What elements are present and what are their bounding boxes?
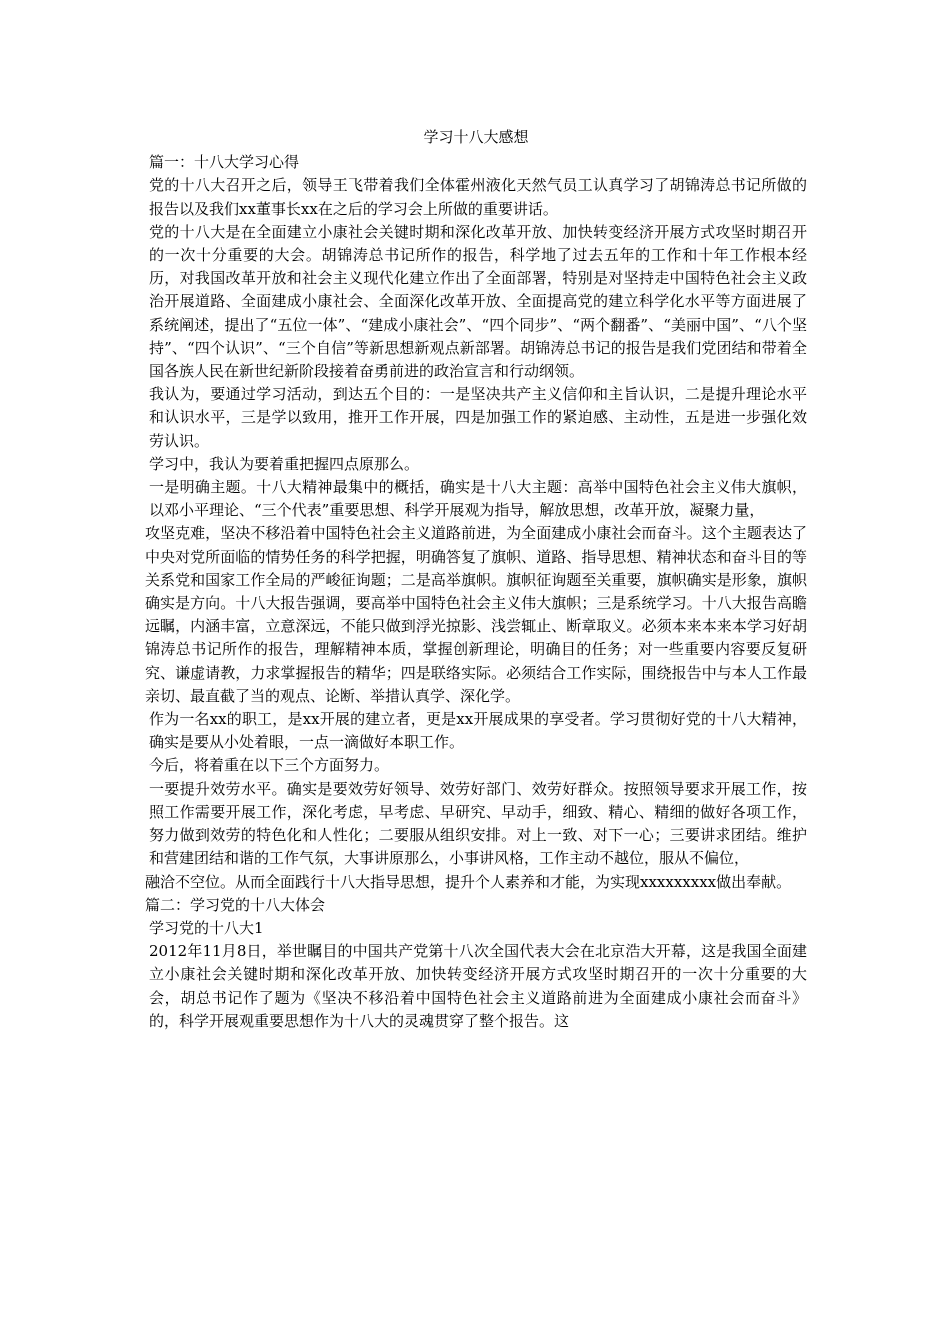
paragraph: 我认为，要通过学习活动，到达五个目的：一是坚决共产主义信仰和主旨认识，二是提升理论水平和认识水平，三是学以致用，推开工作开展，四是加强工作的紧迫感、主动性，五是进一步强化效劳认识。 (149, 385, 807, 450)
paragraph: 学习中，我认为要着重把握四点原那么。 (149, 454, 420, 473)
paragraph: 今后，将着重在以下三个方面努力。 (149, 756, 390, 775)
document-title: 学习十八大感想 (423, 128, 529, 146)
paragraph: 2012年11月8日，举世瞩目的中国共产党第十八次全国代表大会在北京浩大开幕，这是我国全面建立小康社会关键时期和深化改革开放、加快转变经济开展方式攻坚时期召开的一次十分重要的大会，胡总书记作了题为《坚决不移沿着中国特色社会主义道路前进为全面建成小康社会而奋斗》的，科学开展观重要思想作为十八大的灵魂贯穿了整个报告。这 (149, 942, 807, 1030)
paragraph: 一是明确主题。十八大精神最集中的概括，确实是十八大主题：高举中国特色社会主义伟大旗帜，以邓小平理论、“三个代表”重要思想、科学开展观为指导，解放思想，改革开放，凝聚力量， (149, 478, 807, 520)
document-page (145, 126, 807, 1033)
paragraph: 作为一名xx的职工，是xx开展的建立者，更是xx开展成果的享受者。学习贯彻好党的十八大精神，确实是要从小处着眼，一点一滴做好本职工作。 (149, 710, 807, 752)
paragraph: 党的十八大是在全面建立小康社会关键时期和深化改革开放、加快转变经济开展方式攻坚时期召开的一次十分重要的大会。胡锦涛总书记所作的报告，科学地了过去五年的工作和十年工作根本经历，对我国改革开放和社会主义现代化建立作出了全面部署，特别是对坚持走中国特色社会主义政治开展道路、全面建成小康社会、全面深化改革开放、全面提高党的建立科学化水平等方面进展了系统阐述，提出了“五位一体”、“建成小康社会”、“四个同步”、“两个翻番”、“美丽中国”、“八个坚持”、“四个认识”、“三个自信”等新思想新观点新部署。胡锦涛总书记的报告是我们党团结和带着全国各族人民在新世纪新阶段接着奋勇前进的政治宣言和行动纲领。 (149, 222, 807, 381)
section-heading-1: 篇一：十八大学习心得 (149, 153, 300, 172)
paragraph: 攻坚克难，坚决不移沿着中国特色社会主义道路前进，为全面建成小康社会而奋斗。这个主题表达了中央对党所面临的情势任务的科学把握，明确答复了旗帜、道路、指导思想、精神状态和奋斗目的等关系党和国家工作全局的严峻征询题；二是高举旗帜。旗帜征询题至关重要，旗帜确实是形象，旗帜确实是方向。十八大报告强调，要高举中国特色社会主义伟大旗帜；三是系统学习。十八大报告高瞻远瞩，内涵丰富，立意深远，不能只做到浮光掠影、浅尝辄止、断章取义。必须本来本来本学习好胡锦涛总书记所作的报告，理解精神本质，掌握创新理论，明确目的任务；对一些重要内容要反复研究、谦虚请教，力求掌握报告的精华；四是联络实际。必须结合工作实际，围绕报告中与本人工作最亲切、最直截了当的观点、论断、举措认真学、深化学。 (145, 524, 807, 705)
section-heading-2: 篇二：学习党的十八大体会 (145, 895, 326, 914)
paragraph: 一要提升效劳水平。确实是要效劳好领导、效劳好部门、效劳好群众。按照领导要求开展工作，按照工作需要开展工作，深化考虑，早考虑、早研究、早动手，细致、精心、精细的做好各项工作，努力做到效劳的特色化和人性化；二要服从组织安排。对上一致、对下一心；三要讲求团结。维护和营建团结和谐的工作气氛，大事讲原那么，小事讲风格，工作主动不越位，服从不偏位， (149, 779, 807, 868)
subheading: 学习党的十八大1 (149, 918, 264, 937)
paragraph: 融洽不空位。从而全面践行十八大指导思想，提升个人素养和才能，为实现xxxxxxxxx做出奉献。 (145, 872, 792, 891)
paragraph: 党的十八大召开之后，领导王飞带着我们全体霍州液化天然气员工认真学习了胡锦涛总书记所做的报告以及我们xx董事长xx在之后的学习会上所做的重要讲话。 (149, 176, 807, 218)
